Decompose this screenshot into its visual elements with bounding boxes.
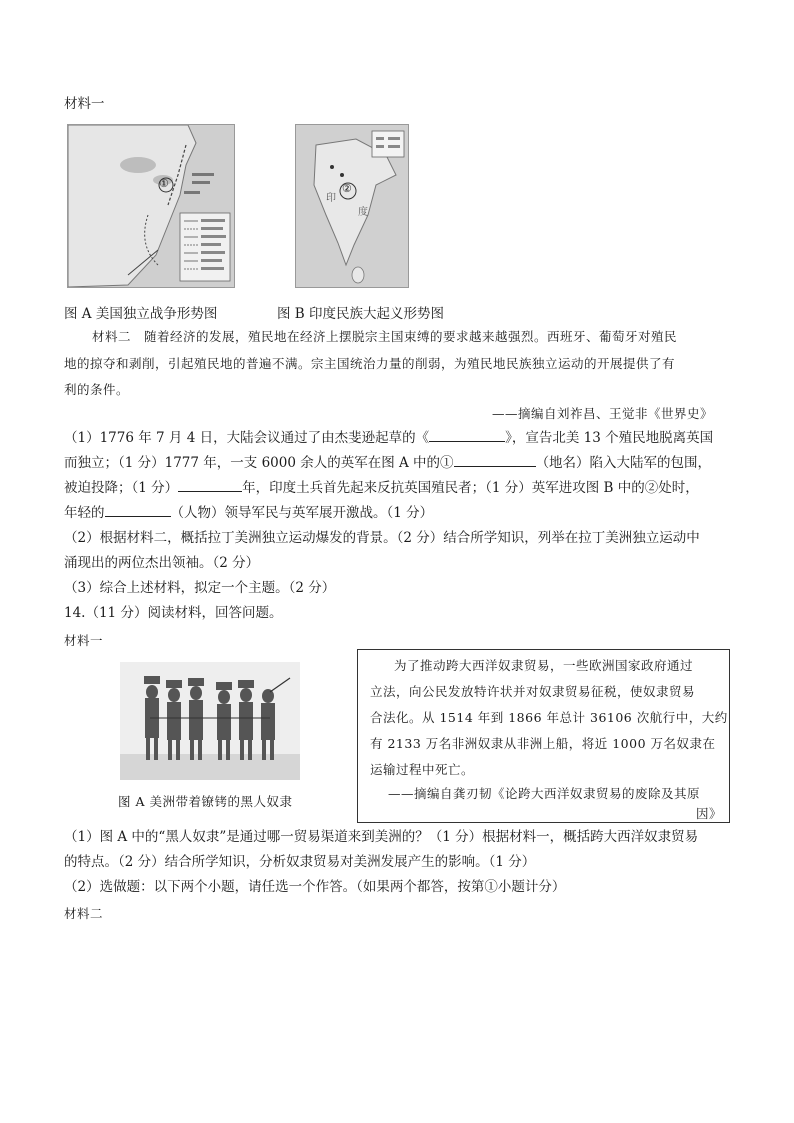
s1-q1-line4: [64, 501, 732, 526]
answer-blank-year[interactable]: [178, 477, 242, 492]
material1-quote-box: [357, 649, 730, 823]
s1-q1-text-d: （地名）陷入大陆军的包围，: [535, 455, 712, 471]
s2-q1-line2: 的特点。（2 分）结合所学知识，分析奴隶贸易对美洲发展产生的影响。（1 分）: [64, 854, 536, 870]
map-b-image: [295, 124, 409, 288]
s1-q1-text-b: 》，宣告北美 13 个殖民地脱离英国: [505, 430, 714, 446]
s2-material1-label: 材料一: [64, 633, 104, 648]
s2-q1-line1: （1）图 A 中的“黑人奴隶”是通过哪一贸易渠道来到美洲的？（1 分）根据材料一，概括跨大西洋奴隶贸易: [64, 829, 699, 845]
material2-line-2: 地的掠夺和剥削，引起殖民地的普遍不满。宗主国统治力量的削弱，为殖民地民族独立运动的开展提供了有: [64, 356, 676, 371]
s2-material2-label: 材料二: [64, 906, 104, 921]
s1-q1-line2: [64, 451, 732, 476]
s2-q2: （2）选做题：以下两个小题，请任选一个作答。（如果两个都答，按第①小题计分）: [64, 879, 566, 895]
answer-blank-place[interactable]: [454, 452, 536, 467]
map-a-marker-1: ①: [159, 177, 169, 190]
s1-q2-line2: 涌现出的两位杰出领袖。（2 分）: [64, 555, 260, 571]
map-b-label-du: 度: [358, 207, 368, 218]
material2-line-1: 材料二 随着经济的发展，殖民地在经济上摆脱宗主国束缚的要求越来越强烈。西班牙、葡萄牙对殖民: [92, 329, 678, 344]
s1-q1-text-h: （人物）领导军民与英军展开激战。（1 分）: [170, 505, 434, 521]
material1-label: 材料一: [64, 96, 105, 112]
s1-q1-line3: [64, 476, 732, 501]
s1-q2-line1: （2）根据材料二，概括拉丁美洲独立运动爆发的背景。（2 分）结合所学知识，列举在拉丁美洲独立运动中: [64, 530, 700, 546]
material2-source: ——摘编自刘祚昌、王觉非《世界史》: [492, 406, 714, 421]
quote-source-1: ——摘编自龚刃韧《论跨大西洋奴隶贸易的废除及其原: [388, 786, 701, 801]
s1-q1-text-f: 年，印度土兵首先起来反抗英国殖民者；（1 分）英军进攻图 B 中的②处时，: [242, 480, 699, 496]
slaves-image-caption: 图 A 美洲带着镣铐的黑人奴隶: [118, 794, 293, 809]
s1-q1-line1: [64, 426, 732, 451]
map-b-label-yin: 印: [326, 193, 336, 204]
quote-line-1: 为了推动跨大西洋奴隶贸易，一些欧洲国家政府通过: [394, 658, 694, 673]
slaves-image: [120, 662, 300, 780]
map-a-caption: 图 A 美国独立战争形势图: [64, 306, 218, 322]
s1-q1-text-g: 年轻的: [64, 505, 105, 521]
s1-q1-text-c: 而独立；（1 分）1777 年，一支 6000 余人的英军在图 A 中的①: [64, 455, 454, 471]
q14-heading: 14.（11 分）阅读材料，回答问题。: [64, 605, 283, 621]
answer-blank-declaration[interactable]: [429, 427, 505, 442]
map-b-marker-2: ②: [342, 182, 352, 195]
answer-blank-person[interactable]: [105, 502, 171, 517]
map-a-image: [67, 124, 235, 288]
map-b-drawing: [296, 125, 408, 287]
s1-q3: （3）综合上述材料，拟定一个主题。（2 分）: [64, 580, 336, 596]
material2-line-3: 利的条件。: [64, 382, 130, 397]
s1-q1-text-e: 被迫投降；（1 分）: [64, 480, 179, 496]
quote-line-4: 有 2133 万名非洲奴隶从非洲上船，将近 1000 万名奴隶在: [370, 736, 716, 751]
quote-source-2: 因》: [696, 806, 723, 821]
quote-line-2: 立法，向公民发放特许状并对奴隶贸易征税，使奴隶贸易: [370, 684, 696, 699]
map-a-drawing: [68, 125, 234, 287]
slaves-drawing: [120, 662, 300, 780]
quote-line-3: 合法化。从 1514 年到 1866 年总计 36106 次航行中，大约: [370, 710, 728, 725]
map-b-caption: 图 B 印度民族大起义形势图: [277, 306, 445, 322]
quote-line-5: 运输过程中死亡。: [370, 762, 475, 777]
s1-q1-text-a: （1）1776 年 7 月 4 日，大陆会议通过了由杰斐逊起草的《: [64, 430, 430, 446]
